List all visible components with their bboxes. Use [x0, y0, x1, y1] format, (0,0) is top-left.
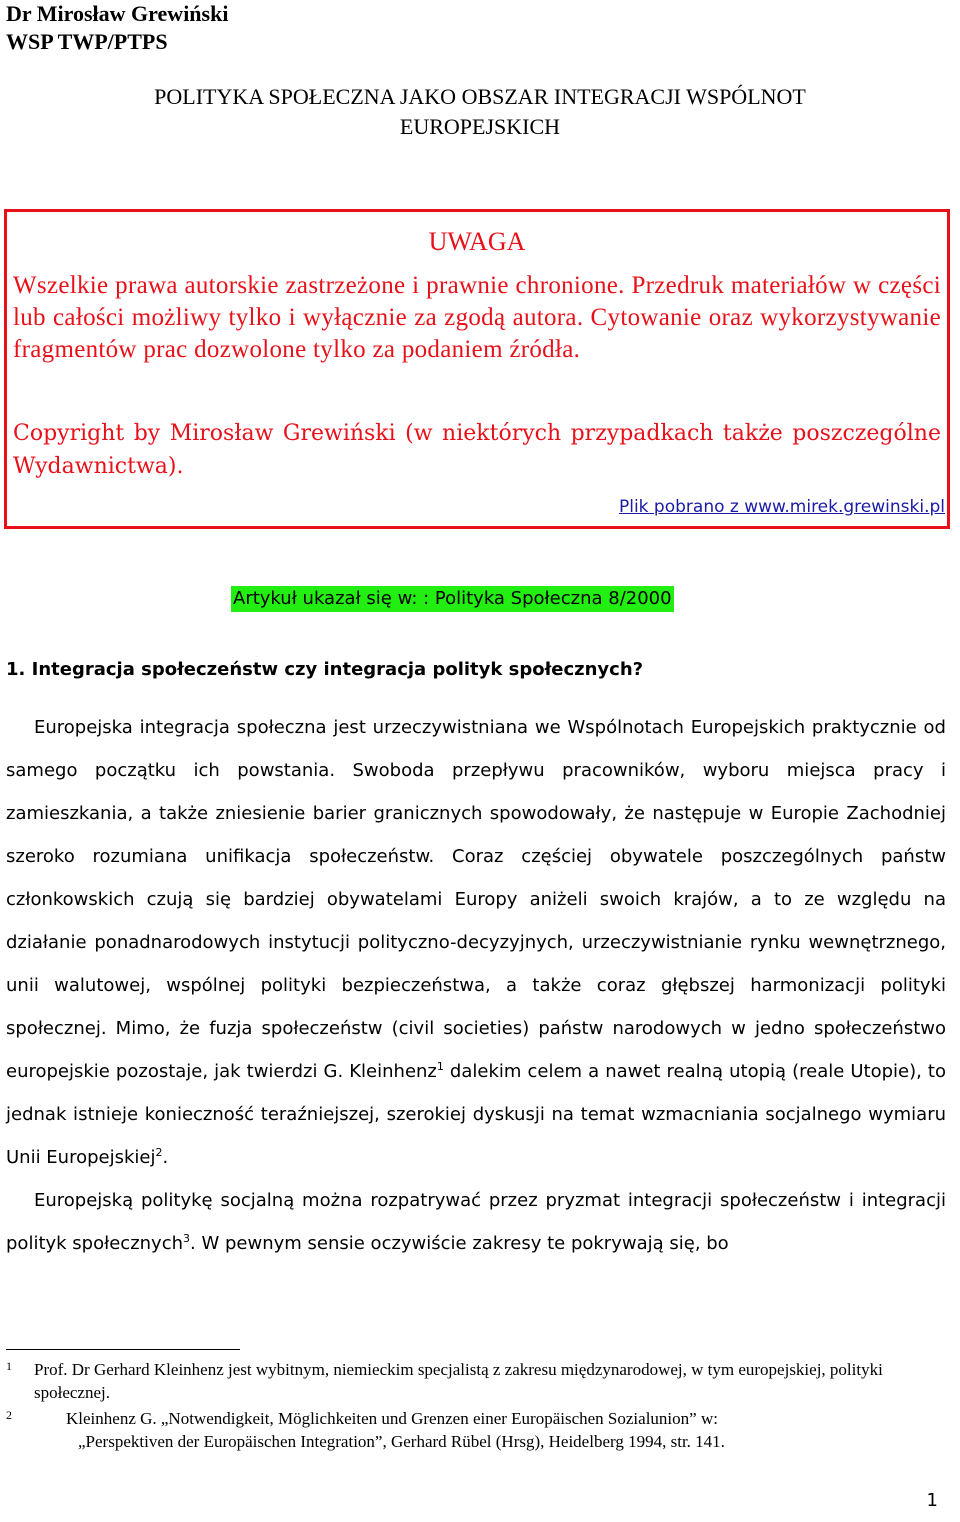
footnotes	[6, 1358, 954, 1456]
author-affiliation: WSP TWP/PTPS	[6, 29, 168, 54]
document-title	[0, 82, 960, 142]
footnote-ref-1[interactable]: 1	[436, 1060, 444, 1073]
notice-text: Wszelkie prawa autorskie zastrzeżone i prawnie chronione. Przedruk materiałów w części lub całości możliwy tylko i wyłącznie za zgodą autora. Cytowanie oraz wykorzystywanie fragmentów prac dozwolone tylko za podaniem źródła.	[13, 272, 941, 363]
publication-info: Artykuł ukazał się w: : Polityka Społeczna 8/2000	[231, 586, 674, 612]
author-name: Dr Mirosław Grewiński	[6, 1, 229, 26]
paragraph-2	[6, 1179, 946, 1265]
footnote-number: 2	[6, 1408, 12, 1422]
notice-heading: UWAGA	[428, 227, 526, 256]
footnote-divider	[6, 1349, 240, 1350]
paragraph-1-text-b: dalekim celem a nawet realną utopią (reale Utopie), to jednak istnieje konieczność teraźniejszej, szerokiej dyskusji na temat wzmacniania socjalnego wymiaru Unii Europejskiej	[6, 1061, 946, 1168]
paragraph-2-text-a: Europejską politykę socjalną można rozpatrywać przez pryzmat integracji społeczeństw i integracji polityk społecznych	[6, 1190, 946, 1254]
footnote-ref-2[interactable]: 2	[155, 1146, 163, 1159]
document-title-line-2: EUROPEJSKICH	[399, 114, 561, 139]
page-number: 1	[926, 1490, 938, 1511]
paragraph-1	[6, 706, 946, 1179]
copyright-notice-box	[4, 209, 950, 529]
article-body	[6, 706, 946, 1265]
footnote-1	[6, 1358, 954, 1404]
section-heading: 1. Integracja społeczeństw czy integracja polityk społecznych?	[6, 659, 644, 680]
download-link[interactable]: Plik pobrano z www.mirek.grewinski.pl	[618, 497, 945, 517]
paragraph-2-text-b: . W pewnym sensie oczywiście zakresy te pokrywają się, bo	[190, 1233, 729, 1254]
footnote-2	[6, 1407, 954, 1453]
document-title-line-1: POLITYKA SPOŁECZNA JAKO OBSZAR INTEGRACJI WSPÓLNOT	[154, 84, 806, 109]
author-block	[6, 0, 228, 56]
download-source	[619, 495, 945, 519]
footnote-text-line-2: „Perspektiven der Europäischen Integration”, Gerhard Rübel (Hrsg), Heidelberg 1994, str. 141.	[78, 1432, 725, 1451]
paragraph-1-text-a: Europejska integracja społeczna jest urzeczywistniana we Wspólnotach Europejskich praktycznie od samego początku ich powstania. Swoboda przepływu pracowników, wyboru miejsca pracy i zamieszkania, a także zniesienie barier granicznych spowodowały, że następuje w Europie Zachodniej szeroko rozumiana unifikacja społeczeństw. Coraz częściej obywatele poszczególnych państw członkowskich czują się bardziej obywatelami Europy aniżeli swoich krajów, a to ze względu na działanie ponadnarodowych instytucji polityczno-decyzyjnych, urzeczywistnianie rynku wewnętrznego, unii walutowej, wspólnej polityki bezpieczeństwa, a także coraz głębszej harmonizacji polityki społecznej. Mimo, że fuzja społeczeństw (civil societies) państw narodowych w jedno społeczeństwo europejskie pozostaje, jak twierdzi G. Kleinhenz	[6, 717, 946, 1082]
paragraph-1-text-c: .	[162, 1147, 169, 1168]
footnote-text-line-1: Kleinhenz G. „Notwendigkeit, Möglichkeiten und Grenzen einer Europäischen Sozialunion” w:	[66, 1409, 718, 1428]
copyright-text: Copyright by Mirosław Grewiński (w niektórych przypadkach także poszczególne Wydawnictwa).	[13, 421, 941, 479]
footnote-ref-3[interactable]: 3	[183, 1232, 191, 1245]
footnote-text: Prof. Dr Gerhard Kleinhenz jest wybitnym, niemieckim specjalistą z zakresu międzynarodowej, w tym europejskiej, polityki społecznej.	[34, 1360, 883, 1402]
footnote-number: 1	[6, 1359, 12, 1373]
